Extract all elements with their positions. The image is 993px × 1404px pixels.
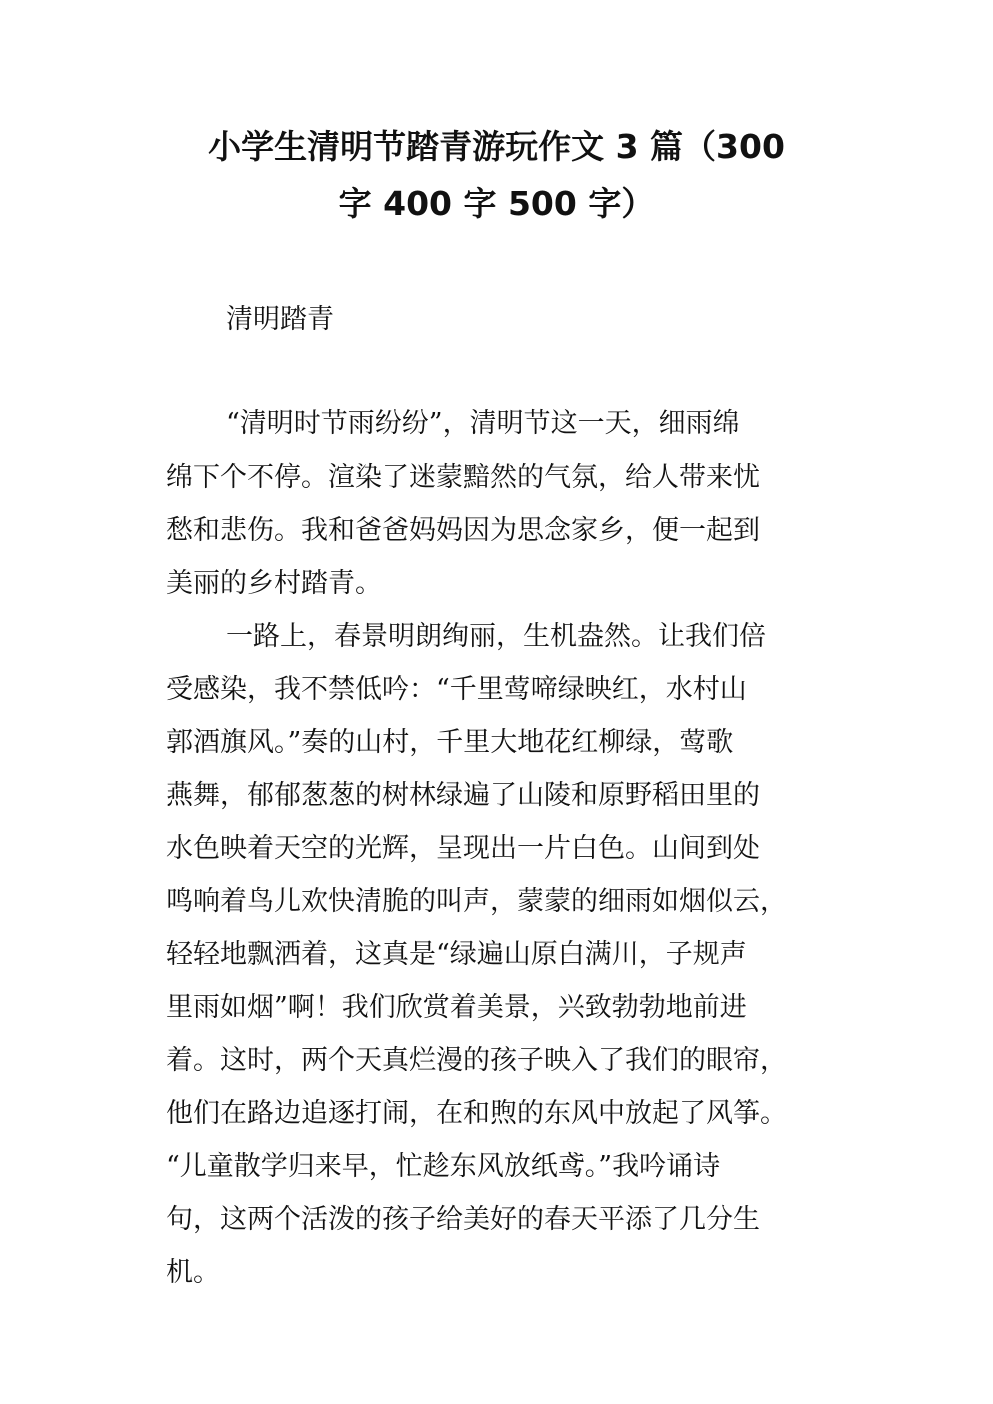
section-heading: 清明踏青 — [226, 304, 334, 335]
body-line: 一路上，春景明朗绚丽，生机盎然。让我们倍 — [226, 621, 766, 652]
body-line: 着。这时，两个天真烂漫的孩子映入了我们的眼帘， — [166, 1045, 787, 1076]
body-line: 郭酒旗风。”奏的山村，千里大地花红柳绿，莺歌 — [166, 727, 734, 758]
body-line: 句，这两个活泼的孩子给美好的春天平添了几分生 — [166, 1204, 760, 1235]
body-line: 他们在路边追逐打闹，在和煦的东风中放起了风筝。 — [166, 1098, 787, 1129]
body-line: 轻轻地飘洒着，这真是“绿遍山原白满川，子规声 — [166, 939, 747, 970]
body-line: 燕舞，郁郁葱葱的树林绿遍了山陵和原野稻田里的 — [166, 780, 760, 811]
body-line: 水色映着天空的光辉，呈现出一片白色。山间到处 — [166, 833, 760, 864]
body-line: 受感染，我不禁低吟：“千里莺啼绿映红，水村山 — [166, 674, 747, 705]
body-line: 鸣响着鸟儿欢快清脆的叫声，蒙蒙的细雨如烟似云， — [166, 886, 787, 917]
body-line: “清明时节雨纷纷”，清明节这一天，细雨绵 — [226, 408, 740, 439]
title-line-2: 字 400 字 500 字） — [338, 184, 655, 223]
body-line: 机。 — [166, 1257, 220, 1288]
body-line: 绵下个不停。渲染了迷蒙黯然的气氛，给人带来忧 — [166, 462, 760, 493]
body-line: “儿童散学归来早，忙趁东风放纸鸢。”我吟诵诗 — [166, 1151, 721, 1182]
body-line: 愁和悲伤。我和爸爸妈妈因为思念家乡，便一起到 — [166, 515, 760, 546]
document-title — [120, 118, 873, 232]
body-line: 美丽的乡村踏青。 — [166, 568, 382, 599]
title-line-1: 小学生清明节踏青游玩作文 3 篇（300 — [208, 127, 785, 166]
body-line: 里雨如烟”啊！我们欣赏着美景，兴致勃勃地前进 — [166, 992, 747, 1023]
